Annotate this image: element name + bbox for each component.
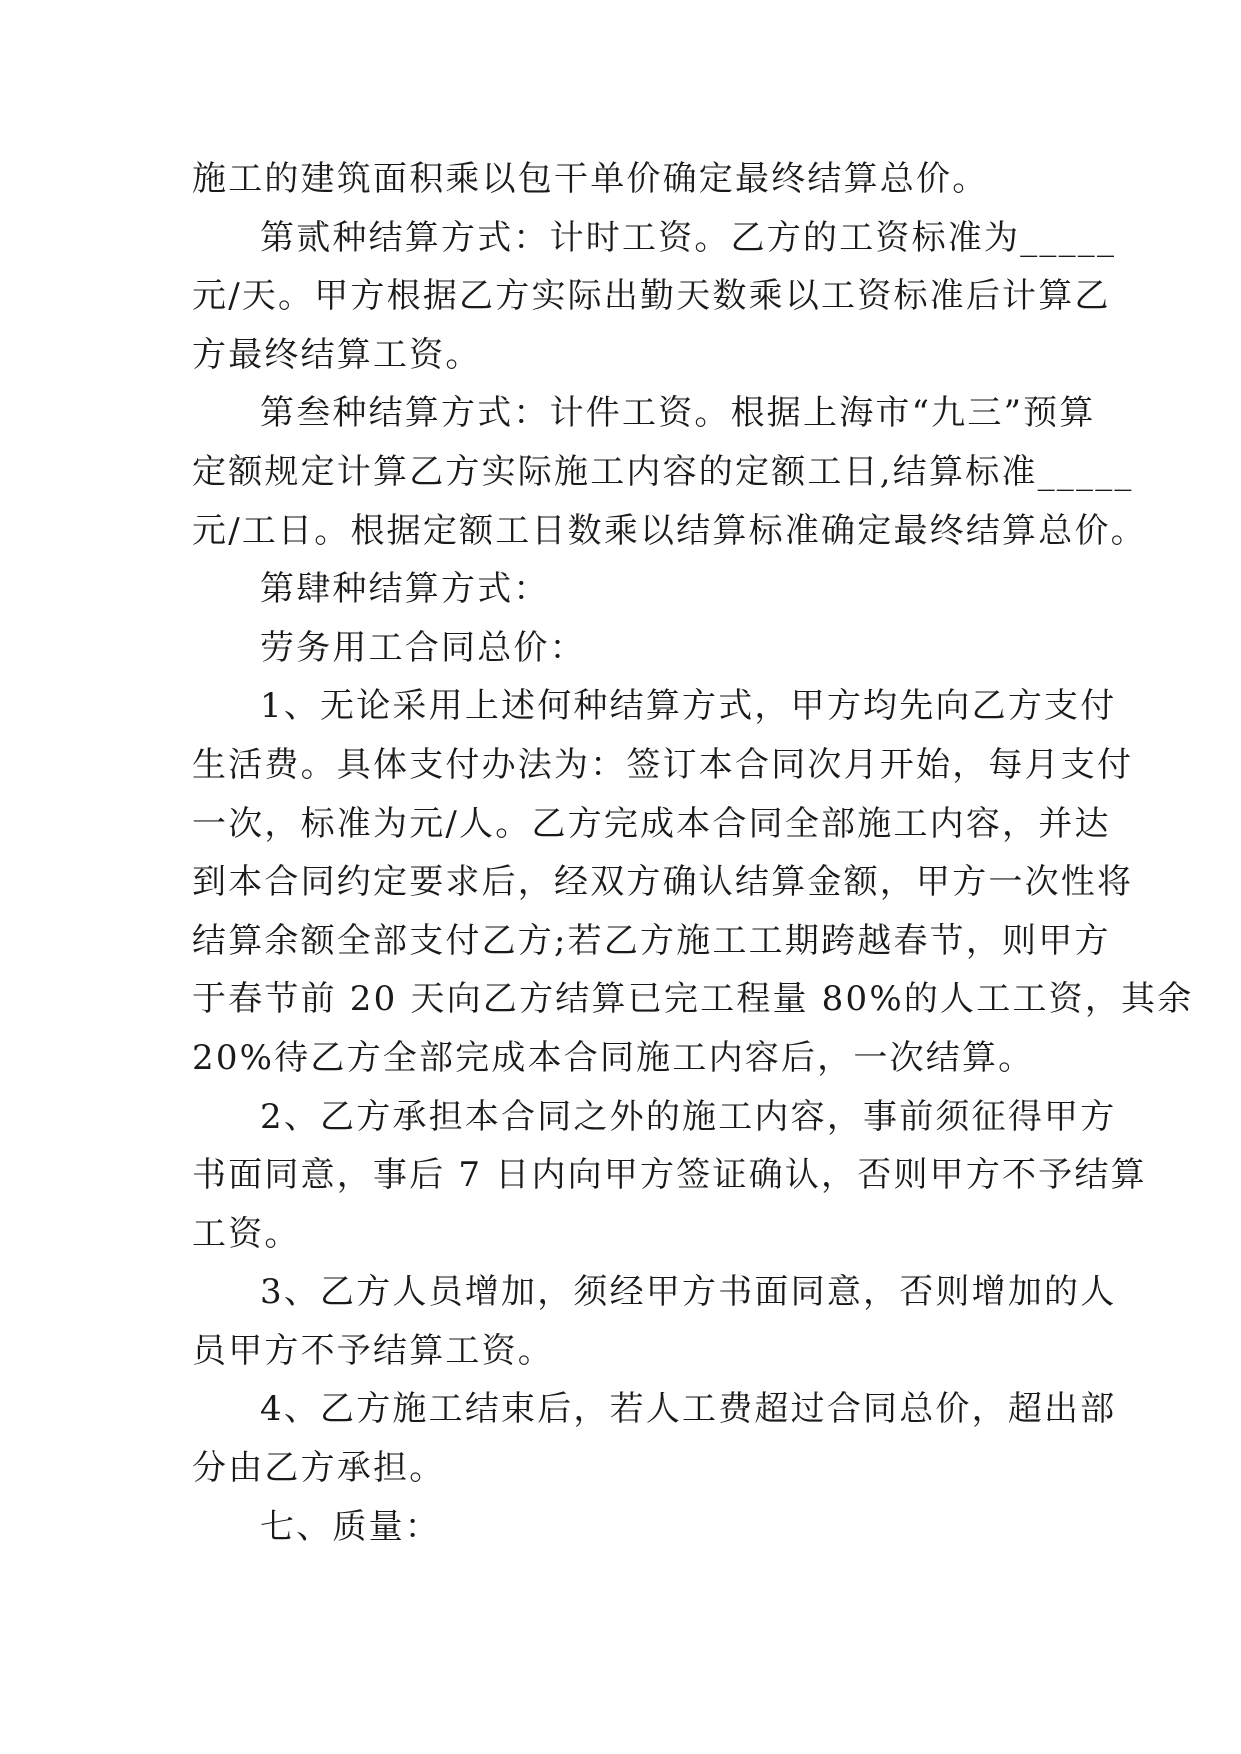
text-line: 方最终结算工资。 [192,334,482,375]
text-line: 到本合同约定要求后，经双方确认结算金额，甲方一次性将 [192,862,1134,903]
text-line: 定额规定计算乙方实际施工内容的定额工日,结算标准_____ [192,451,1134,492]
document-body [192,150,1194,1556]
paragraph-5 [192,619,1072,678]
text-line: 第贰种结算方式：计时工资。乙方的工资标准为_____ [260,217,1117,258]
text-line: 生活费。具体支付办法为：签订本合同次月开始，每月支付 [192,744,1134,785]
text-line: 于春节前 20 天向乙方结算已完工程量 80%的人工工资，其余 [192,979,1194,1020]
text-line: 元/工日。根据定额工日数乘以结算标准确定最终结算总价。 [192,510,1147,551]
text-line: 2、乙方承担本合同之外的施工内容，事前须征得甲方 [260,1096,1117,1137]
paragraph-6 [192,677,1194,1087]
text-line: 4、乙方施工结束后，若人工费超过合同总价，超出部 [260,1389,1117,1430]
text-line: 工资。 [192,1213,301,1254]
paragraph-1 [192,150,1072,209]
text-line: 结算余额全部支付乙方;若乙方施工工期跨越春节，则甲方 [192,920,1111,961]
paragraph-4 [192,560,1072,619]
text-line: 施工的建筑面积乘以包干单价确定最终结算总价。 [192,159,989,199]
text-line: 20%待乙方全部完成本合同施工内容后，一次结算。 [192,1037,1035,1078]
paragraph-7 [192,1088,1147,1264]
text-line: 一次，标准为元/人。乙方完成本合同全部施工内容，并达 [192,803,1111,844]
text-line: 第叁种结算方式：计件工资。根据上海市“九三”预算 [260,393,1096,434]
text-line: 分由乙方承担。 [192,1448,446,1489]
section-heading [192,1498,1072,1557]
text-line: 1、无论采用上述何种结算方式，甲方均先向乙方支付 [260,686,1117,727]
text-line: 书面同意，事后 7 日内向甲方签证确认，否则甲方不予结算 [192,1155,1147,1196]
text-line: 3、乙方人员增加，须经甲方书面同意，否则增加的人 [260,1272,1117,1313]
text-line: 第肆种结算方式： [260,569,550,610]
paragraph-8 [192,1263,1117,1380]
paragraph-2 [192,209,1117,385]
text-line: 劳务用工合同总价： [260,627,586,668]
paragraph-9 [192,1380,1117,1497]
text-line: 七、质量： [260,1506,441,1547]
text-line: 元/天。甲方根据乙方实际出勤天数乘以工资标准后计算乙 [192,276,1111,317]
paragraph-3 [192,384,1147,560]
text-line: 员甲方不予结算工资。 [192,1330,554,1371]
